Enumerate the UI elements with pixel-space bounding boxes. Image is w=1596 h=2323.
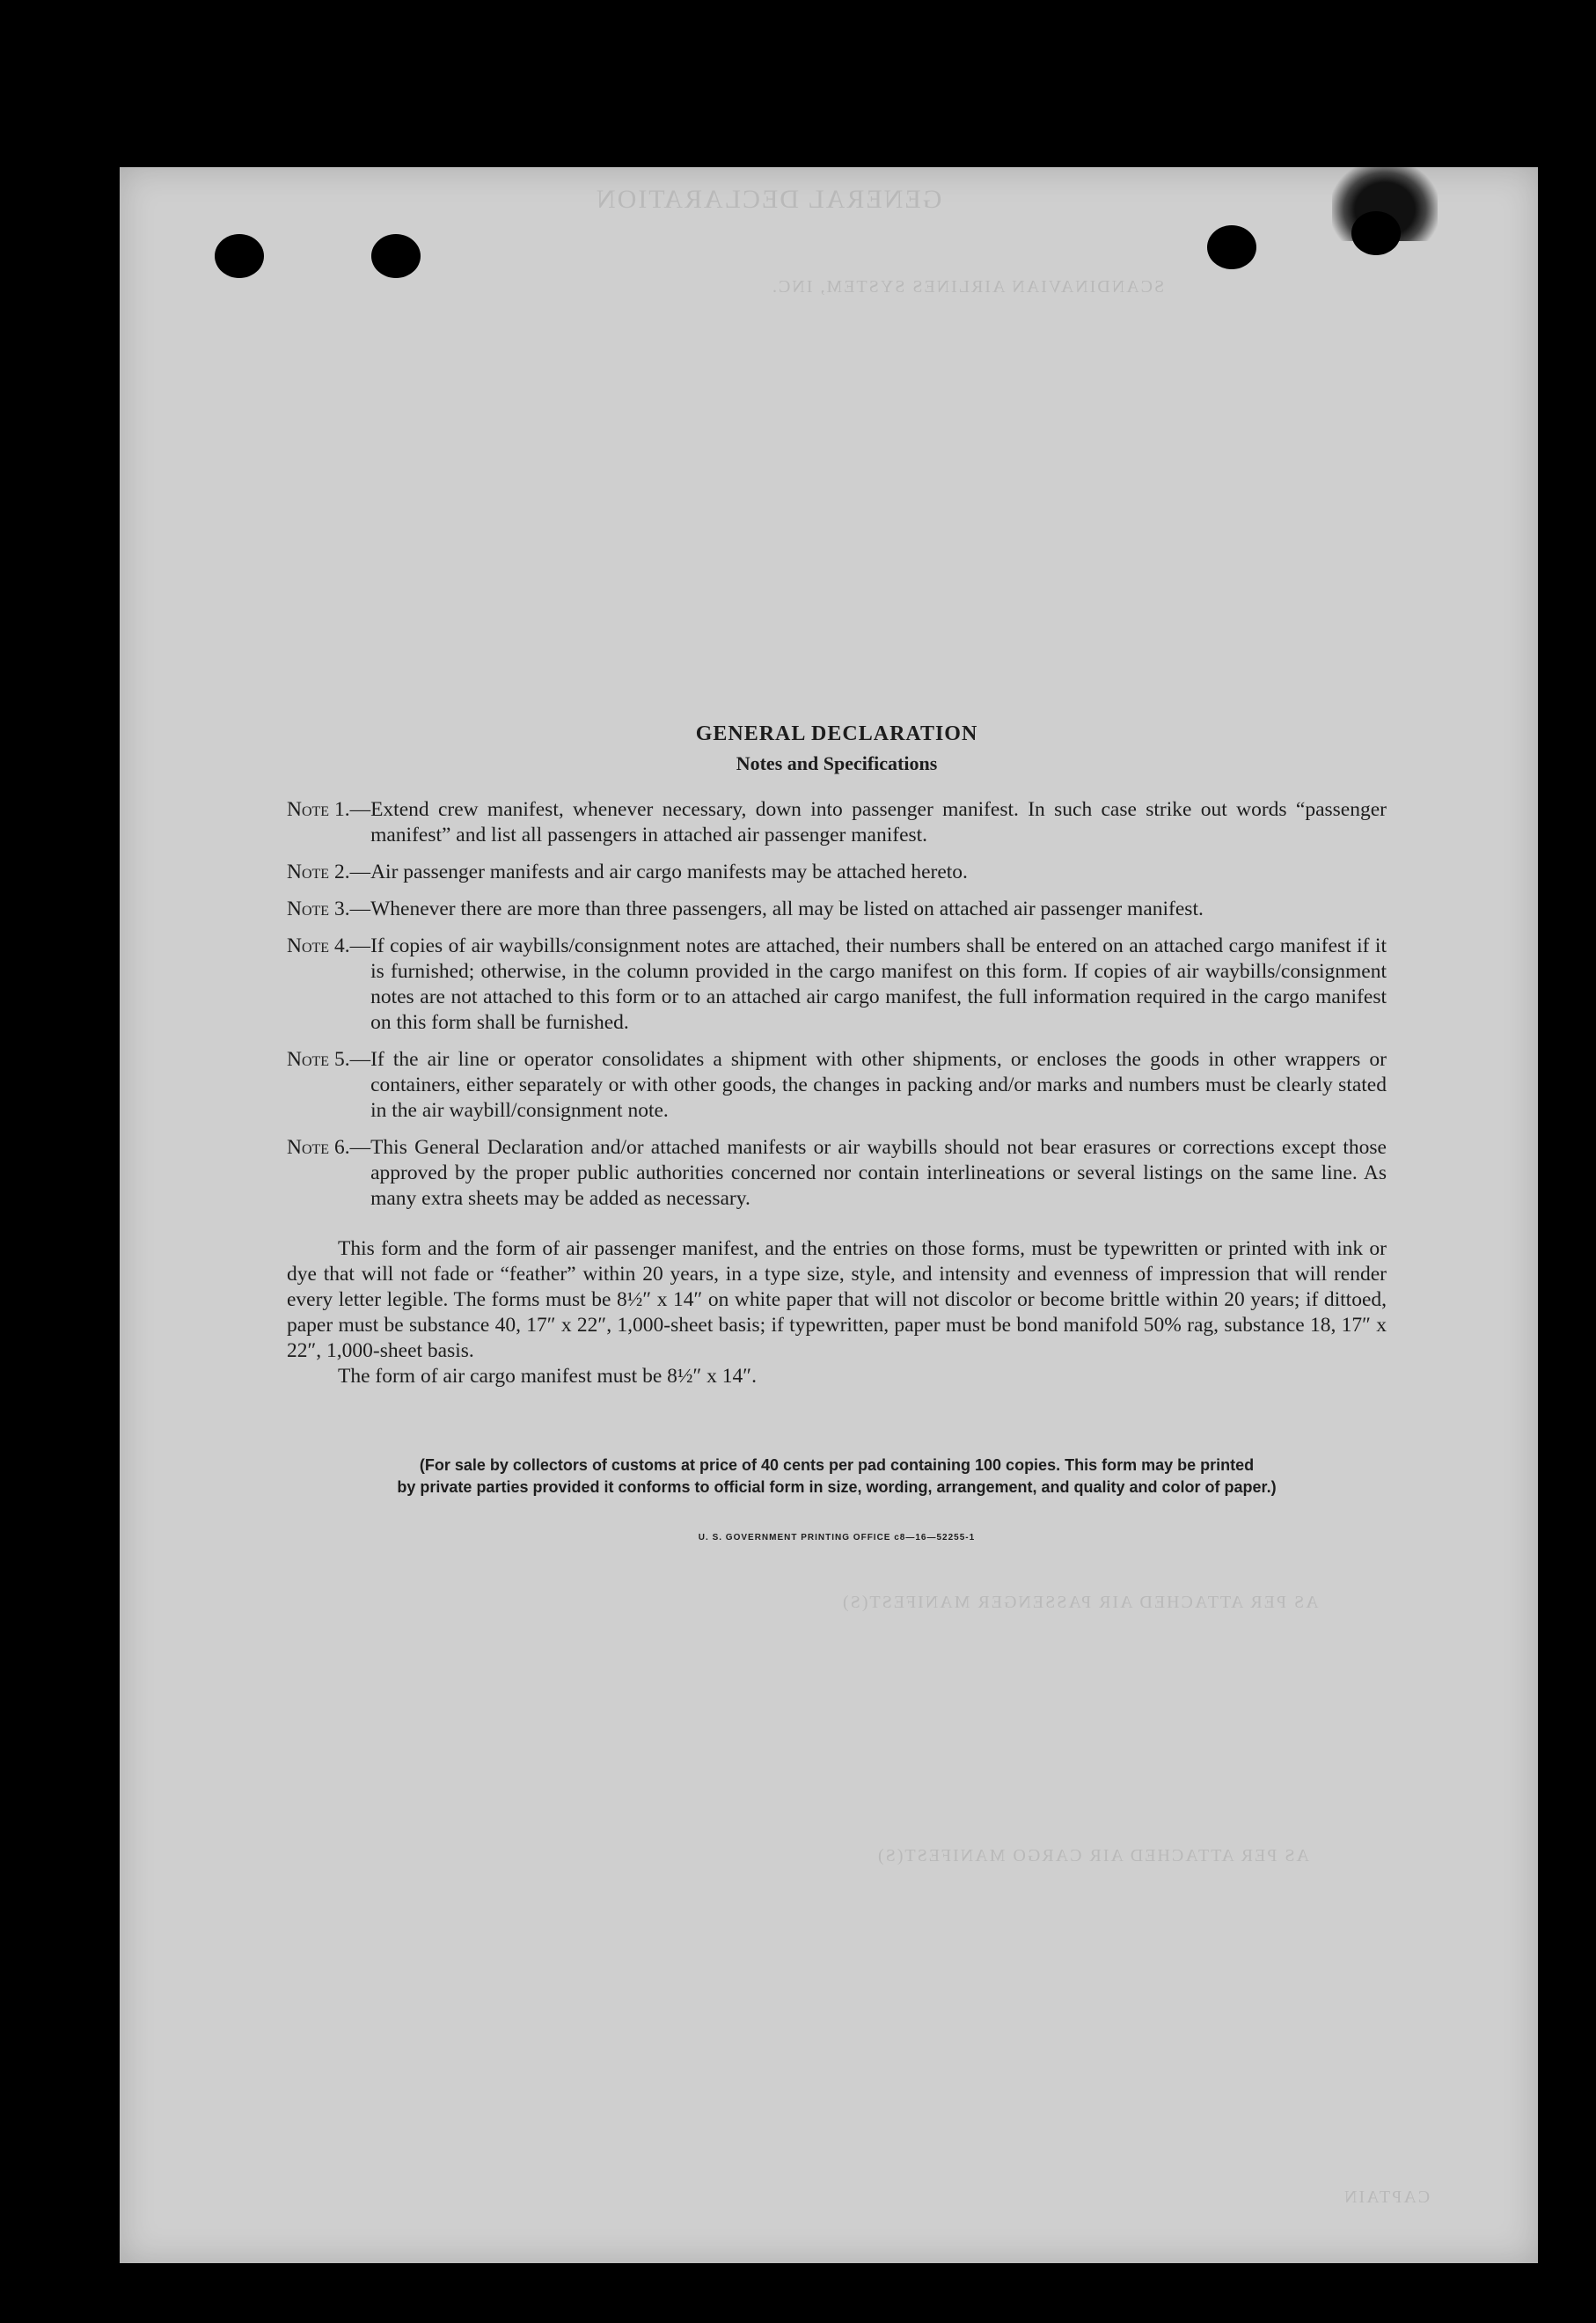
reverse-side-airline: SCANDINAVIAN AIRLINES SYSTEM, INC. bbox=[771, 277, 1165, 297]
note-text: Whenever there are more than three passengers, all may be listed on attached air passenger manifest. bbox=[370, 898, 1204, 920]
sale-notice-line: by private parties provided it conforms to official form in size, wording, arrangement, and quality and color of paper.) bbox=[397, 1478, 1277, 1496]
note-4: Note 4. — If copies of air waybills/consignment notes are attached, their numbers shall be entered on an attached cargo manifest if it is furnished; otherwise, in the column provided in the cargo manifest on this form. If copies of air waybills/consignment notes are not attached to this form or to an attached air cargo manifest, the full information required in the cargo manifest on this form shall be furnished. bbox=[287, 934, 1387, 1034]
punch-hole bbox=[1207, 225, 1256, 269]
reverse-side-cargo-manifest: AS PER ATTACHED AIR CARGO MANIFEST(S) bbox=[876, 1846, 1309, 1865]
note-label: Note 6. bbox=[287, 1136, 350, 1159]
note-1: Note 1. — Extend crew manifest, whenever necessary, down into passenger manifest. In such case strike out words “passenger manifest” and list all passengers in attached air passenger manifest. bbox=[287, 798, 1387, 846]
sale-notice bbox=[287, 1455, 1387, 1499]
note-label: Note 4. bbox=[287, 934, 350, 957]
punch-hole bbox=[371, 234, 421, 278]
note-3: Note 3. — Whenever there are more than three passengers, all may be listed on attached air passenger manifest. bbox=[287, 897, 1387, 922]
note-5: Note 5. — If the air line or operator consolidates a shipment with other shipments, or encloses the goods in other wrappers or containers, either separately or with other goods, the changes in packing and/or marks and numbers must be clearly stated in the air waybill/consignment note. bbox=[287, 1048, 1387, 1122]
cargo-size-line: The form of air cargo manifest must be 8½″ x 14″. bbox=[338, 1365, 757, 1388]
note-2: Note 2. — Air passenger manifests and air cargo manifests may be attached hereto. bbox=[287, 860, 1387, 885]
document-title: GENERAL DECLARATION bbox=[695, 722, 978, 745]
note-6: Note 6. — This General Declaration and/or attached manifests or air waybills should not bear erasures or corrections except those approved by the proper public authorities concerned nor contain interlineations or several listings on the same line. As many extra sheets may be added as necessary. bbox=[287, 1136, 1387, 1210]
reverse-side-captain: CAPTAIN bbox=[1343, 2187, 1431, 2207]
note-text: If the air line or operator consolidates a shipment with other shipments, or encloses the goods in other wrappers or containers, either separately or with other goods, the changes in packing and/or marks and numbers must be clearly stated in the air waybill/consignment note. bbox=[370, 1048, 1387, 1122]
note-text: Extend crew manifest, whenever necessary, down into passenger manifest. In such case strike out words “passenger manifest” and list all passengers in attached air passenger manifest. bbox=[370, 798, 1387, 846]
sale-notice-line: (For sale by collectors of customs at price of 40 cents per pad containing 100 copies. This form may be printed bbox=[419, 1456, 1255, 1474]
document-subtitle: Notes and Specifications bbox=[736, 752, 938, 774]
punch-hole bbox=[215, 234, 264, 278]
note-label: Note 5. bbox=[287, 1048, 350, 1071]
note-label: Note 2. bbox=[287, 861, 350, 883]
document-page bbox=[120, 167, 1538, 2263]
notes-content bbox=[287, 722, 1387, 1550]
specification-paragraph: This form and the form of air passenger manifest, and the entries on those forms, must be typewritten or printed with ink or dye that will not fade or “feather” within 20 years, in a type size, style, and intensity and evenness of impression that will render every letter legible. The forms must be 8½″ x 14″ on white paper that will not discolor or become brittle within 20 years; if dittoed, paper must be substance 40, 17″ x 22″, 1,000-sheet basis; if typewritten, paper must be bond manifold 50% rag, substance 18, 17″ x 22″, 1,000-sheet basis. bbox=[287, 1237, 1387, 1362]
note-label: Note 1. bbox=[287, 798, 350, 821]
note-label: Note 3. bbox=[287, 898, 350, 920]
printing-office-imprint: U. S. GOVERNMENT PRINTING OFFICE c8—16—52255-1 bbox=[698, 1533, 976, 1543]
note-text: This General Declaration and/or attached manifests or air waybills should not bear erasures or corrections except those approved by the proper public authorities concerned nor contain interlineations or several listings on the same line. As many extra sheets may be added as necessary. bbox=[370, 1136, 1387, 1210]
reverse-side-passenger-manifest: AS PER ATTACHED AIR PASSENGER MANIFEST(S) bbox=[841, 1593, 1319, 1612]
note-text: If copies of air waybills/consignment notes are attached, their numbers shall be entered on an attached cargo manifest if it is furnished; otherwise, in the column provided in the cargo manifest on this form. If copies of air waybills/consignment notes are not attached to this form or to an attached air cargo manifest, the full information required in the cargo manifest on this form shall be furnished. bbox=[370, 934, 1387, 1034]
punch-hole bbox=[1351, 211, 1401, 255]
reverse-side-title: GENERAL DECLARATION bbox=[595, 185, 942, 214]
note-text: Air passenger manifests and air cargo manifests may be attached hereto. bbox=[370, 861, 968, 883]
